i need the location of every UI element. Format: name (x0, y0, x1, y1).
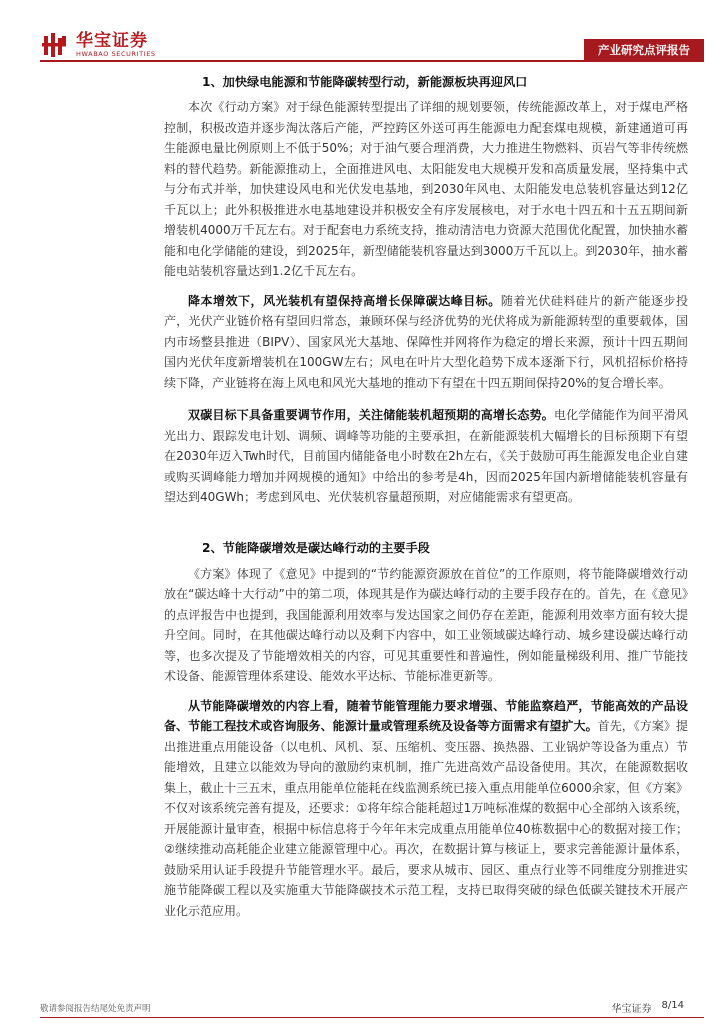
section-1-paragraph-1: 本次《行动方案》对于绿色能源转型提出了详细的规划要领，传统能源改革上，对于煤电严格控制，积极改造并逐步淘汰落后产能，严控跨区外送可再生能源电力配套煤电规模，新建通道可再生能源电量比例原则上不低于50%；对于油气要合理消费，大力推进生物燃料、页岩气等非传统燃料的替代趋势。新能源推动上，全面推进风电、太阳能发电大规模开发和高质量发展，坚持集中式与分布式并举，加快建设风电和光伏发电基地，到2030年风电、太阳能发电总装机容量达到12亿千瓦以上；此外积极推进水电基地建设并积极安全有序发展核电，对于水电十四五和十五五期间新增装机4000万千瓦左右。对于配套电力系统支持，推动清洁电力资源大范围优化配置，加快抽水蓄能和电化学储能的建设，到2025年，新型储能装机容量达到3000万千瓦以上。到2030年，抽水蓄能电站装机容量达到1.2亿千瓦左右。 (164, 100, 688, 278)
section-1-paragraph-3-body: 电化学储能作为间平滑风光出力、跟踪发电计划、调频、调峰等功能的主要承担，在新能源装机大幅增长的目标预期下有望在2030年迈入Twh时代，目前国内储能备电小时数在2h左右，《关于鼓励可再生能源发电企业自建或购买调峰能力增加并网规模的通知》中给出的参考是4h，因而2025年国内新增储能装机容量有望达到40GWh；考虑到风电、光伏装机容量超预期，对应储能需求有望更高。 (164, 408, 688, 504)
page-footer (612, 1000, 684, 1015)
logo-chinese-name: 华宝证券 (76, 31, 148, 51)
section-1-paragraph-2 (164, 291, 688, 394)
report-type-badge: 产业研究点评报告 (584, 39, 704, 60)
page-header (0, 0, 724, 62)
page-number: 8/14 (661, 1000, 684, 1011)
section-2-title: 2、节能降碳增效是碳达峰行动的主要手段 (202, 540, 430, 555)
section-1-paragraph-3 (164, 405, 688, 508)
company-logo (42, 32, 156, 58)
logo-english-name: HWABAO SECURITIES (76, 50, 156, 58)
main-content (164, 66, 688, 921)
section-2-paragraph-2-lead: 从节能降碳增效的内容上看，随着节能管理能力要求增强、节能监察趋严，节能高效的产品设备、节能工程技术或咨询服务、能源计量或管理系统及设备等方面需求有望扩大。 (164, 698, 688, 733)
header-divider (40, 60, 704, 62)
footer-brand: 华宝证券 (611, 1004, 652, 1015)
section-2-paragraph-2 (164, 696, 688, 922)
section-2-paragraph-2-body: 首先，《方案》提出推进重点用能设备（以电机、风机、泵、压缩机、变压器、换热器、工业锅炉等设备为重点）节能增效，且建立以能效为导向的激励约束机制，推广先进高效产品设备使用。其次，在能源数据收集上，截止十三五末，重点用能单位能耗在线监测系统已接入重点用能单位6000余家，但《方案》不仅对该系统完善有提及，还要求：①将年综合能耗超过1万吨标准煤的数据中心全部纳入该系统，开展能源计量审查，根据中标信息将于今年年末完成重点用能单位40栋数据中心的数据对接工作；②继续推动高耗能企业建立能源管理中心。再次，在数据计算与核证上，要求完善能源计量体系，鼓励采用认证手段提升节能管理水平。最后，要求从城市、园区、重点行业等不同维度分别推进实施节能降碳工程以及实施重大节能降碳技术示范工程，支持已取得突破的绿色低碳关键技术开展产业化示范应用。 (164, 719, 688, 918)
section-2-paragraph-1: 《方案》体现了《意见》中提到的“节约能源资源放在首位”的工作原则，将节能降碳增效行动放在“碳达峰十大行动”中的第二项，体现其是作为碳达峰行动的主要手段存在的。首先，在《意见》的点评报告中也提到，我国能源利用效率与发达国家之间仍存在差距，能源利用效率方面有较大提升空间。同时，在其他碳达峰行动以及剩下内容中，如工业领域碳达峰行动、城乡建设碳达峰行动等，也多次提及了节能增效相关的内容，可见其重要性和普遍性，例如能量梯级利用、推广节能技术设备、能源管理体系建设、能效水平达标、节能标准更新等。 (164, 566, 688, 683)
footer-disclaimer: 敬请参阅报告结尾处免责声明 (40, 1004, 151, 1014)
hwabao-logo-icon (42, 33, 70, 57)
footer-divider (40, 1017, 704, 1018)
section-1-title: 1、加快绿电能源和节能降碳转型行动，新能源板块再迎风口 (202, 75, 528, 89)
section-1-paragraph-2-body: 随着光伏硅料硅片的新产能逐步投产，光伏产业链价格有望回归常态，兼顾环保与经济优势的光伏将成为新能源转型的重要载体，国内市场整县推进（BIPV）、国家风光大基地、保障性并网将作为稳定的增长来源，预计十四五期间国内光伏年度新增装机在100GW左右；风电在叶片大型化趋势下成本逐渐下行，风机招标价格持续下降，产业链将在海上风电和风光大基地的推动下有望在十四五期间保持20%的复合增长率。 (164, 293, 688, 390)
section-1-paragraph-3-lead: 双碳目标下具备重要调节作用，关注储能装机超预期的高增长态势。 (188, 408, 554, 422)
section-1-paragraph-2-lead: 降本增效下，风光装机有望保持高增长保障碳达峰目标。 (188, 293, 501, 308)
